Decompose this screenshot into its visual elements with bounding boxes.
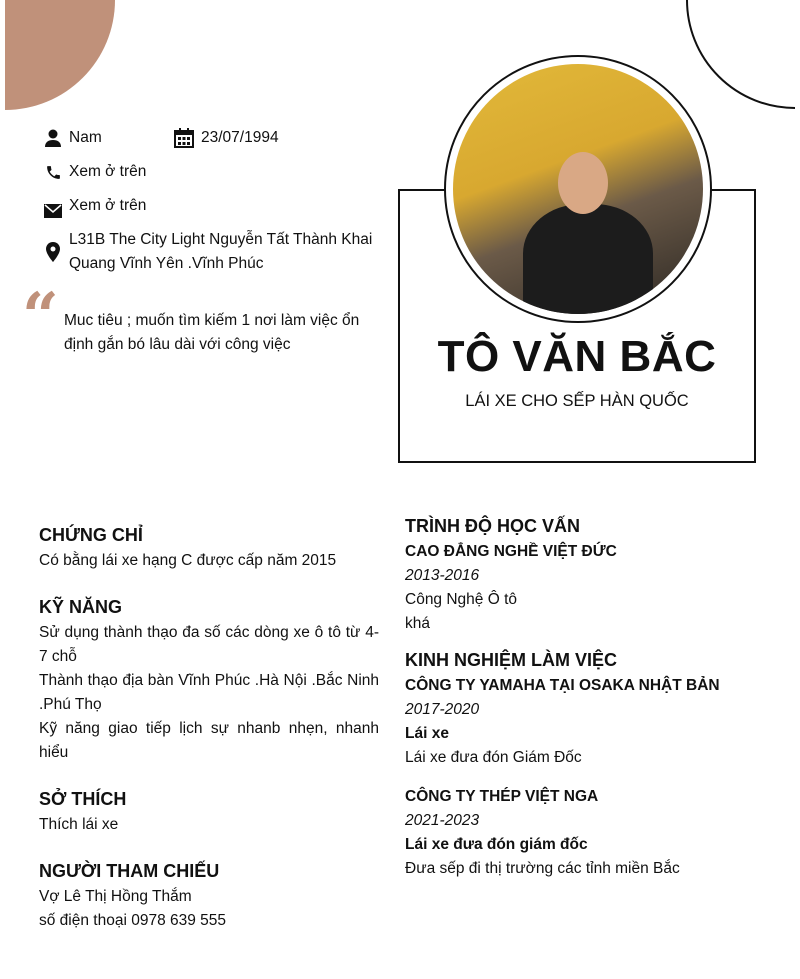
job-period: 2021-2023 <box>405 812 480 829</box>
address-row <box>44 228 384 276</box>
skill-item: Thành thạo địa bàn Vĩnh Phúc .Hà Nội .Bắc Ninh .Phú Thọ <box>39 672 379 713</box>
phone-icon <box>44 160 62 184</box>
skills-heading: KỸ NĂNG <box>39 597 123 617</box>
education-grade: khá <box>405 615 430 632</box>
email-row <box>44 194 146 218</box>
objective-text: Muc tiêu ; muốn tìm kiếm 1 nơi làm việc ổn định gắn bó lâu dài với công việc <box>64 312 360 353</box>
reference-line: Vợ Lê Thị Hồng Thắm <box>39 888 192 905</box>
job-company: CÔNG TY YAMAHA TẠI OSAKA NHẬT BẢN <box>405 677 720 694</box>
avatar <box>453 64 703 314</box>
quote-icon: “ <box>22 279 59 354</box>
certificate-text: Có bằng lái xe hạng C được cấp năm 2015 <box>39 552 337 569</box>
birthdate-row <box>174 126 279 150</box>
right-column <box>405 512 755 881</box>
skill-item: Kỹ năng giao tiếp lịch sự nhanb nhẹn, nhanh hiểu <box>39 720 379 761</box>
education-heading: TRÌNH ĐỘ HỌC VẤN <box>405 516 580 536</box>
email: Xem ở trên <box>69 197 147 214</box>
address: L31B The City Light Nguyễn Tất Thành Khai Quang Vĩnh Yên .Vĩnh Phúc <box>69 231 373 272</box>
decor-circle-tan <box>0 0 120 112</box>
birthdate: 23/07/1994 <box>201 129 279 146</box>
decor-circle-outline <box>684 0 800 112</box>
job-period: 2017-2020 <box>405 701 480 718</box>
education-period: 2013-2016 <box>405 567 480 584</box>
education-major: Công Nghệ Ô tô <box>405 591 518 608</box>
hobbies-text: Thích lái xe <box>39 816 119 833</box>
reference-line: số điện thoại 0978 639 555 <box>39 912 227 929</box>
references-heading: NGƯỜI THAM CHIẾU <box>39 861 220 881</box>
job-company: CÔNG TY THÉP VIỆT NGA <box>405 788 599 805</box>
job-description: Đưa sếp đi thị trường các tỉnh miền Bắc <box>405 860 680 877</box>
calendar-icon <box>174 126 194 150</box>
location-pin-icon <box>44 228 62 276</box>
job-role: Lái xe <box>405 725 449 742</box>
phone-row <box>44 160 146 184</box>
left-column <box>39 521 379 933</box>
certificates-heading: CHỨNG CHỈ <box>39 525 143 545</box>
job-description: Lái xe đưa đón Giám Đốc <box>405 749 582 766</box>
gender: Nam <box>69 129 102 146</box>
full-name: TÔ VĂN BẮC <box>437 332 717 381</box>
job-role: Lái xe đưa đón giám đốc <box>405 836 588 853</box>
phone: Xem ở trên <box>69 163 147 180</box>
experience-heading: KINH NGHIỆM LÀM VIỆC <box>405 650 618 670</box>
person-icon <box>44 126 62 150</box>
school-name: CAO ĐẲNG NGHỀ VIỆT ĐỨC <box>405 543 617 560</box>
job-title: LÁI XE CHO SẾP HÀN QUỐC <box>465 392 689 410</box>
gender-row <box>44 126 102 150</box>
envelope-icon <box>44 194 62 218</box>
hobbies-heading: SỞ THÍCH <box>39 789 127 809</box>
skill-item: Sử dụng thành thạo đa số các dòng xe ô tô từ 4-7 chỗ <box>39 624 379 665</box>
